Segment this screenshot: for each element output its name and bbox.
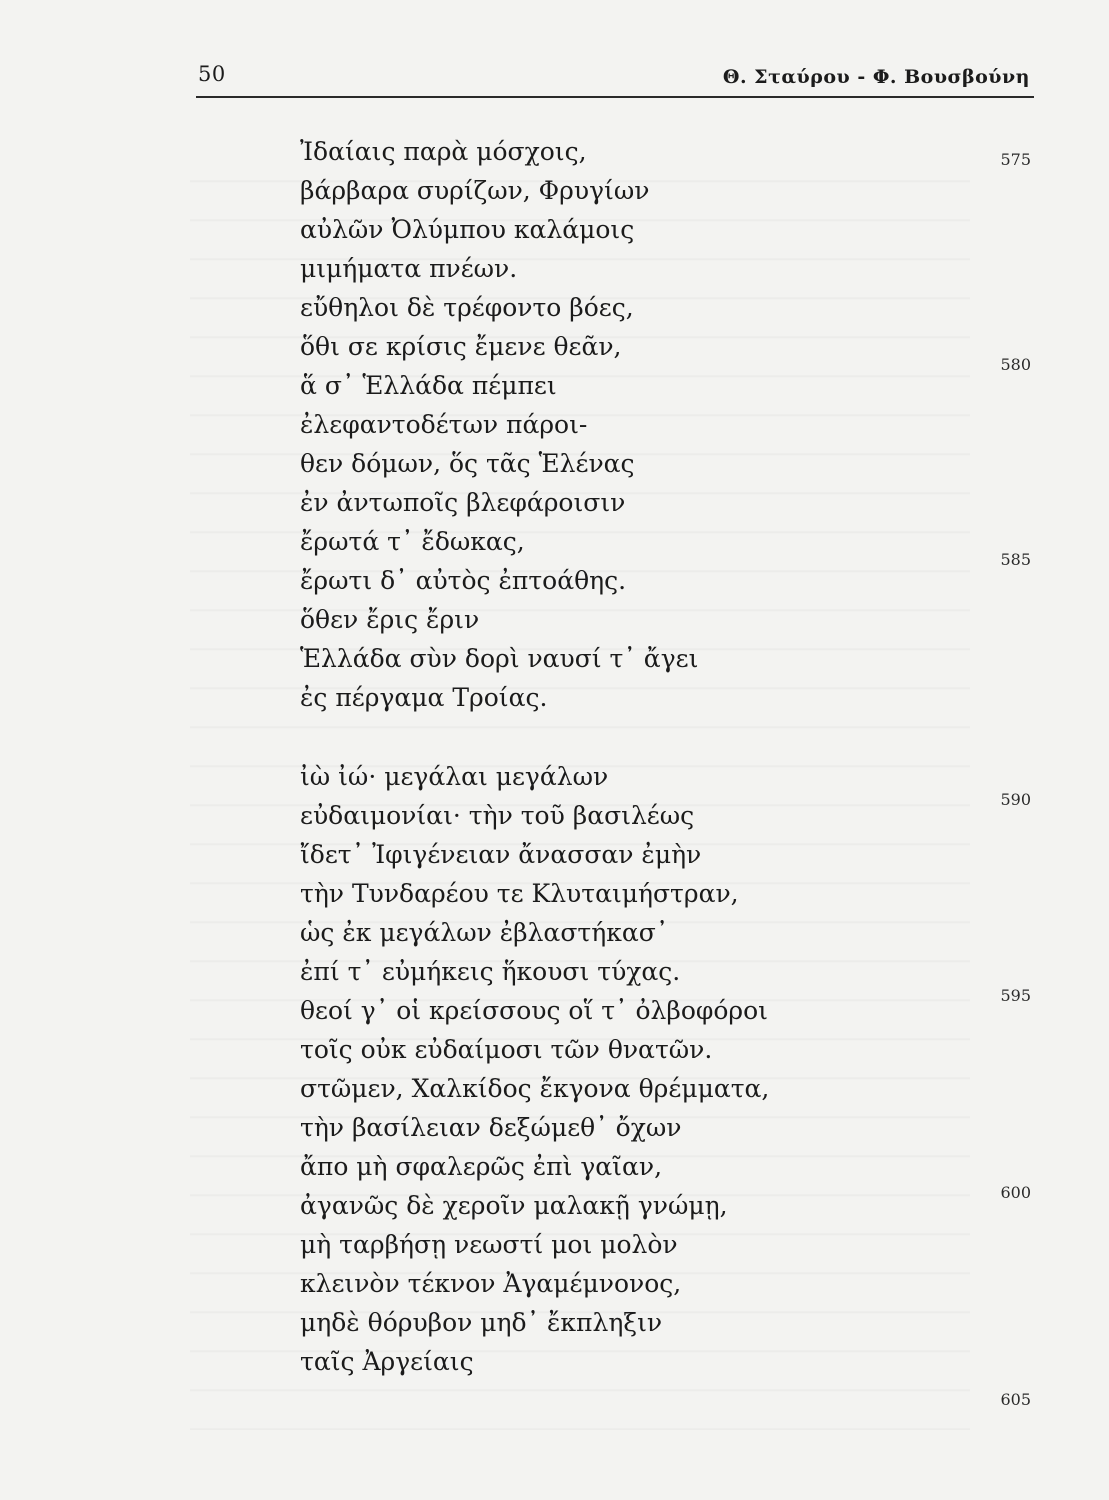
verse-line: κλεινὸν τέκνον Ἀγαμέμνονος, (300, 1269, 682, 1298)
line-number: 585 (1000, 550, 1031, 569)
verse-line: εὐδαιμονίαι· τὴν τοῦ βασιλέως (300, 801, 695, 830)
line-number: 595 (1000, 986, 1031, 1005)
verse-line: στῶμεν, Χαλκίδος ἔκγονα θρέμματα, (300, 1074, 770, 1103)
running-head: Θ. Σταύρου - Φ. Βουσβούνη (722, 66, 1030, 88)
line-number: 575 (1000, 150, 1031, 169)
verse-line: ταῖς Ἀργείαις (300, 1347, 474, 1376)
verse-line: ὡς ἐκ μεγάλων ἐβλαστήκασ᾽ (300, 918, 669, 947)
verse-line: ἔρωτι δ᾽ αὐτὸς ἐπτοάθης. (300, 566, 627, 595)
verse-line: ὅθεν ἔρις ἔριν (300, 605, 480, 634)
line-number: 580 (1000, 355, 1031, 374)
verse-line: ἴδετ᾽ Ἰφιγένειαν ἄνασσαν ἐμὴν (300, 840, 702, 869)
verse-line: τοῖς οὐκ εὐδαίμοσι τῶν θνατῶν. (300, 1035, 713, 1064)
verse-line: ἰὼ ἰώ· μεγάλαι μεγάλων (300, 762, 609, 791)
verse-line: τὴν βασίλειαν δεξώμεθ᾽ ὄχων (300, 1113, 682, 1142)
verse-line: μηδὲ θόρυβον μηδ᾽ ἔκπληξιν (300, 1308, 663, 1337)
verse-line: ἄπο μὴ σφαλερῶς ἐπὶ γαῖαν, (300, 1152, 663, 1181)
verse-line: ἐλεφαντοδέτων πάροι- (300, 410, 588, 439)
verse-line: Ἰδαίαις παρὰ μόσχοις, (300, 137, 587, 166)
page-number: 50 (198, 62, 226, 86)
verse-line: ἀγανῶς δὲ χεροῖν μαλακῇ γνώμῃ, (300, 1191, 728, 1220)
page-header (196, 60, 1034, 96)
verse-line: βάρβαρα συρίζων, Φρυγίων (300, 176, 650, 205)
verse-line: ἅ σ᾽ Ἑλλάδα πέμπει (300, 371, 557, 400)
verse-line: ὅθι σε κρίσις ἔμενε θεᾶν, (300, 332, 622, 361)
verse-line: ἐν ἀντωποῖς βλεφάροισιν (300, 488, 626, 517)
verse-line: αὐλῶν Ὀλύμπου καλάμοις (300, 215, 635, 244)
verse-list (300, 132, 769, 1381)
verse-line: ἐπί τ᾽ εὐμήκεις ἥκουσι τύχας. (300, 957, 681, 986)
verse-line: ἔρωτά τ᾽ ἔδωκας, (300, 527, 525, 556)
verse-line: θεν δόμων, ὅς τᾶς Ἑλένας (300, 449, 635, 478)
verse-line: εὔθηλοι δὲ τρέφοντο βόες, (300, 293, 634, 322)
verse-line: μὴ ταρβήσῃ νεωστί μοι μολὸν (300, 1230, 678, 1259)
verse-line: Ἑλλάδα σὺν δορὶ ναυσί τ᾽ ἄγει (300, 644, 699, 673)
verse-line: μιμήματα πνέων. (300, 254, 518, 283)
verse-line: ἐς πέργαμα Τροίας. (300, 683, 548, 712)
line-number: 605 (1000, 1390, 1031, 1409)
line-number: 600 (1000, 1183, 1031, 1202)
header-rule (196, 96, 1034, 98)
line-number: 590 (1000, 790, 1031, 809)
verse-line: θεοί γ᾽ οἱ κρείσσους οἵ τ᾽ ὀλβοφόροι (300, 996, 768, 1025)
verse-line: τὴν Τυνδαρέου τε Κλυταιμήστραν, (300, 879, 739, 908)
